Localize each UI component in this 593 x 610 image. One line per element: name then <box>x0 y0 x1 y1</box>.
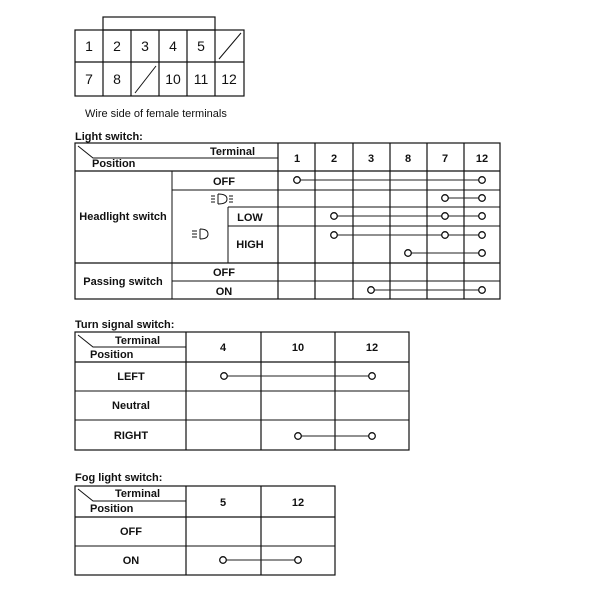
terminal-label: 8 <box>404 153 412 165</box>
passing-on: ON <box>215 286 233 298</box>
terminal-dot <box>442 195 449 202</box>
terminal-dot <box>220 557 227 564</box>
parking-light-icon <box>211 194 233 204</box>
terminal-dot <box>294 177 301 184</box>
continuity-marks <box>220 177 486 564</box>
continuity-light-high <box>331 232 486 239</box>
terminal-header: Terminal <box>115 488 161 500</box>
terminal-dot <box>479 287 486 294</box>
position-off: OFF <box>213 176 235 188</box>
terminal-dot <box>479 250 486 257</box>
blank-cavity-6 <box>219 33 241 59</box>
light-switch-title: Light switch: <box>75 131 143 143</box>
terminal-dot <box>479 177 486 184</box>
terminal-label: 12 <box>365 342 379 354</box>
pin-label: 11 <box>193 71 209 87</box>
terminal-label: 2 <box>330 153 338 165</box>
pin-label: 8 <box>113 71 121 87</box>
position-neutral: Neutral <box>112 400 150 412</box>
position-header: Position <box>92 158 136 170</box>
terminal-label: 12 <box>291 497 305 509</box>
terminal-label: 5 <box>219 497 227 509</box>
terminal-label: 1 <box>293 153 301 165</box>
terminal-label: 12 <box>475 153 489 165</box>
terminal-label: 3 <box>367 153 375 165</box>
position-left: LEFT <box>117 371 145 383</box>
pin-label: 2 <box>113 38 121 54</box>
terminal-dot <box>331 213 338 220</box>
terminal-dot <box>442 232 449 239</box>
terminal-label: 10 <box>291 342 305 354</box>
connector-lock-tab <box>103 17 215 30</box>
terminal-dot <box>221 373 228 380</box>
terminal-header: Terminal <box>210 146 256 158</box>
position-high: HIGH <box>236 239 264 251</box>
position-right: RIGHT <box>113 430 149 442</box>
fog-light-title: Fog light switch: <box>75 472 163 484</box>
pin-label: 1 <box>85 38 93 54</box>
headlight-switch-label: Headlight switch <box>79 211 167 223</box>
continuity-turn-left <box>221 373 376 380</box>
continuity-light-high-2 <box>405 250 486 257</box>
pin-label: 5 <box>197 38 205 54</box>
position-low: LOW <box>237 212 263 224</box>
terminal-dot <box>369 373 376 380</box>
continuity-light-low <box>331 213 486 220</box>
turn-signal-table <box>75 319 409 450</box>
terminal-dot <box>369 433 376 440</box>
terminal-label: 7 <box>441 153 449 165</box>
terminal-dot <box>405 250 412 257</box>
passing-switch-label: Passing switch <box>83 276 163 288</box>
position-header: Position <box>90 349 134 361</box>
pin-label: 3 <box>141 38 149 54</box>
connector-caption: Wire side of female terminals <box>85 108 227 120</box>
turn-signal-title: Turn signal switch: <box>75 319 175 331</box>
terminal-dot <box>368 287 375 294</box>
terminal-dot <box>331 232 338 239</box>
pin-label: 4 <box>169 38 177 54</box>
terminal-dot <box>295 557 302 564</box>
passing-off: OFF <box>213 267 235 279</box>
terminal-dot <box>479 195 486 202</box>
pin-label: 12 <box>221 71 237 87</box>
connector-diagram <box>75 17 244 120</box>
terminal-dot <box>295 433 302 440</box>
headlight-icon <box>192 229 208 239</box>
terminal-dot <box>479 232 486 239</box>
blank-cavity-9 <box>135 66 156 93</box>
terminal-dot <box>479 213 486 220</box>
light-switch-table <box>75 131 500 299</box>
position-header: Position <box>90 503 134 515</box>
terminal-header: Terminal <box>115 335 161 347</box>
terminal-label: 4 <box>219 342 227 354</box>
position-off: OFF <box>120 526 142 538</box>
pin-label: 10 <box>165 71 181 87</box>
position-on: ON <box>122 555 140 567</box>
terminal-dot <box>442 213 449 220</box>
pin-label: 7 <box>85 71 93 87</box>
